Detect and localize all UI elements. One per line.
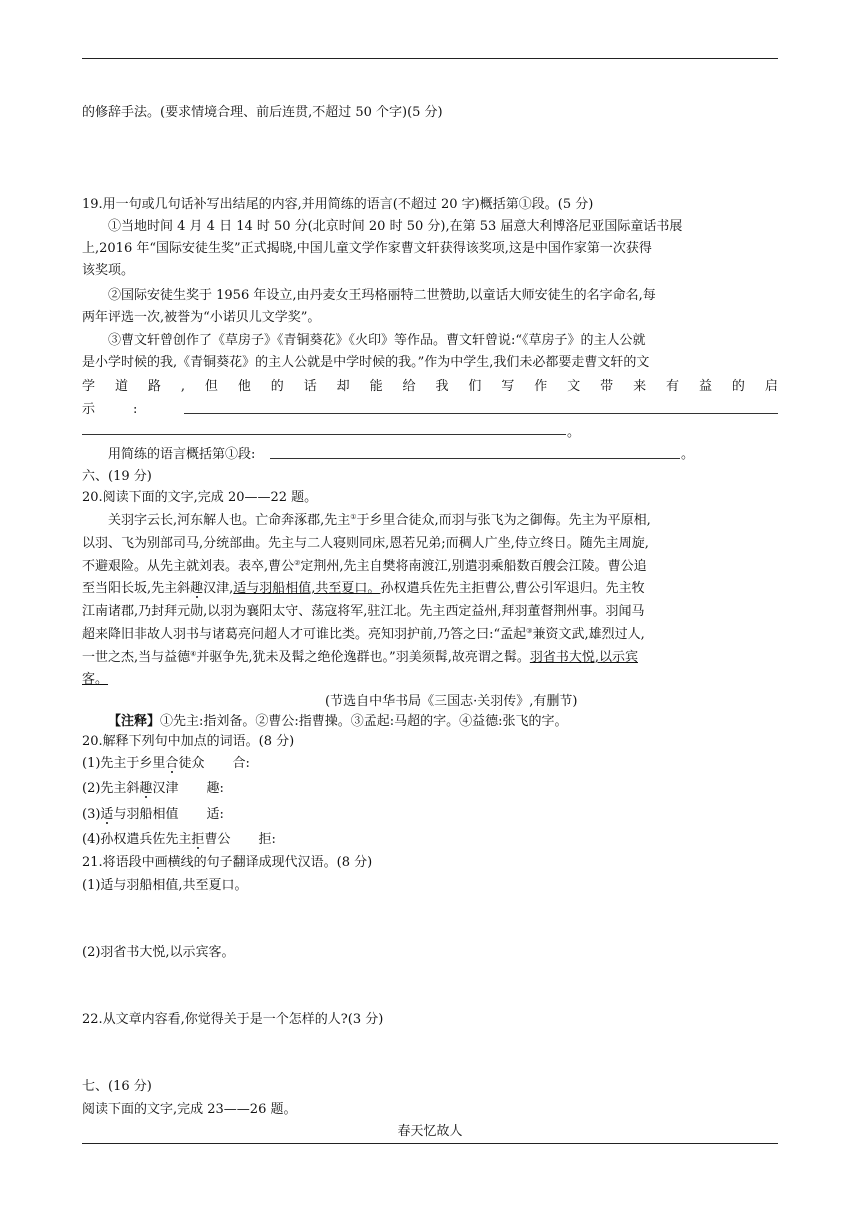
q22-prompt: 22.从文章内容看,你觉得关于是一个怎样的人?(3 分) bbox=[82, 1012, 384, 1027]
dotted-char-qu-2: 趣 bbox=[139, 781, 153, 796]
text-line-6: 超来降旧非故人羽书与诸葛亮问超人才可谁比类。亮知羽护前,乃答之曰:“孟起③兼资文武,雄烈过人, bbox=[82, 627, 645, 642]
q21-item-1: (1)适与羽船相值,共至夏口。 bbox=[82, 878, 248, 893]
underlined-sentence-2: 羽省书大悦,以示宾 bbox=[529, 650, 638, 665]
answer-blank-line-2[interactable] bbox=[82, 434, 566, 435]
line4-colon: : bbox=[133, 402, 138, 417]
section6-intro: 20.阅读下面的文字,完成 20——22 题。 bbox=[82, 490, 318, 505]
q19-para2-line2: 两年评选一次,被誉为“小诺贝儿文学奖”。 bbox=[82, 310, 321, 325]
spread-char: 文 bbox=[567, 379, 581, 394]
section6-heading: 六、(19 分) bbox=[82, 469, 152, 484]
spread-char: 给 bbox=[402, 379, 416, 394]
dotted-char-qu: 趣 bbox=[190, 581, 204, 596]
text-line-3: 不避艰险。从先主就刘表。表卒,曹公②定荆州,先主自樊将南渡江,别遣羽乘船数百艘会江陵。曹公追 bbox=[82, 559, 647, 574]
q20-item-3: (3)适与羽船相值 适: bbox=[82, 807, 224, 822]
spread-char: 来 bbox=[633, 379, 647, 394]
section7-intro: 阅读下面的文字,完成 23——26 题。 bbox=[82, 1102, 297, 1117]
spread-char: 有 bbox=[666, 379, 680, 394]
text-line-2: 以羽、飞为别部司马,分统部曲。先主与二人寝则同床,恩若兄弟;而稠人广坐,侍立终日。随先主周旋, bbox=[82, 536, 649, 551]
q19-para3-line2: 是小学时候的我,《青铜葵花》的主人公就是中学时候的我。”作为中学生,我们未必都要走曹文轩的文 bbox=[82, 355, 650, 370]
q20-item-4: (4)孙权遣兵佐先主拒曹公 拒: bbox=[82, 832, 276, 847]
section7-heading: 七、(16 分) bbox=[82, 1079, 152, 1094]
passage-title: 春天忆故人 bbox=[397, 1124, 463, 1139]
summary-blank-line[interactable] bbox=[270, 458, 680, 459]
spread-char: 带 bbox=[600, 379, 614, 394]
notes-label: 【注释】 bbox=[108, 714, 161, 729]
spread-char: 的 bbox=[731, 379, 745, 394]
header-rule bbox=[82, 58, 778, 59]
spread-char: 他 bbox=[237, 379, 251, 394]
answer-blank-line-1[interactable] bbox=[184, 413, 778, 414]
q20-item-1: (1)先主于乡里合徒众 合: bbox=[82, 756, 250, 771]
q19-summary-label: 用简练的语言概括第①段: bbox=[108, 447, 256, 462]
dotted-char-shi: 适 bbox=[100, 807, 114, 822]
q19-para2-line1: ②国际安徒生奖于 1956 年设立,由丹麦女王玛格丽特二世赞助,以童话大师安徒生的名字命名,每 bbox=[108, 288, 656, 303]
note-mark-3: ③ bbox=[526, 627, 533, 635]
q21-prompt: 21.将语段中画横线的句子翻译成现代汉语。(8 分) bbox=[82, 855, 373, 870]
q19-prompt: 19.用一句或几句话补写出结尾的内容,并用简练的语言(不超过 20 字)概括第①段。(5 分) bbox=[82, 197, 594, 212]
text-line-1: 关羽字云长,河东解人也。亡命奔涿郡,先主①于乡里合徒众,而羽与张飞为之御侮。先主为平原相, bbox=[108, 513, 651, 528]
text-line-5: 江南诸郡,乃封拜元勋,以羽为襄阳太守、荡寇将军,驻江北。先主西定益州,拜羽董督荆州事。羽闻马 bbox=[82, 604, 645, 619]
spread-char: 作 bbox=[534, 379, 548, 394]
blank-end-period: 。 bbox=[567, 425, 581, 440]
q20-prompt: 20.解释下列句中加点的词语。(8 分) bbox=[82, 734, 295, 749]
q19-para1-line2: 上,2016 年“国际安徒生奖”正式揭晓,中国儿童文学作家曹文轩获得该奖项,这是中国作家第一次获得 bbox=[82, 241, 652, 256]
spread-char: 我 bbox=[435, 379, 449, 394]
note-mark-4: ④ bbox=[190, 650, 197, 658]
spread-char: 话 bbox=[303, 379, 317, 394]
spread-char: 学 bbox=[82, 379, 96, 394]
text-line-7: 一世之杰,当与益德④并驱争先,犹未及髯之绝伦逸群也。”羽美须髯,故亮谓之髯。羽省书大悦,以示宾 bbox=[82, 650, 638, 665]
q21-item-2: (2)羽省书大悦,以示宾客。 bbox=[82, 945, 235, 960]
spread-char: 写 bbox=[501, 379, 515, 394]
spread-char: 路 bbox=[147, 379, 161, 394]
spread-char: 道 bbox=[114, 379, 128, 394]
q19-para1-line1: ①当地时间 4 月 4 日 14 时 50 分(北京时间 20 时 50 分),在第 53 届意大利博洛尼亚国际童话书展 bbox=[108, 219, 683, 234]
note-mark-2: ② bbox=[294, 559, 301, 567]
spread-char: 启 bbox=[764, 379, 778, 394]
text-line-8: 客。 bbox=[82, 672, 109, 687]
q18-continuation: 的修辞手法。(要求情境合理、前后连贯,不超过 50 个字)(5 分) bbox=[82, 105, 443, 120]
spread-char: 们 bbox=[468, 379, 482, 394]
q19-para1-line3: 该奖项。 bbox=[82, 263, 135, 278]
dotted-char-ju: 拒 bbox=[191, 832, 205, 847]
spread-char: 的 bbox=[270, 379, 284, 394]
footer-rule bbox=[82, 1143, 778, 1144]
spread-char: 却 bbox=[336, 379, 350, 394]
underlined-sentence-1: 适与羽船相值,共至夏口。 bbox=[233, 581, 381, 596]
q19-para3-line3 bbox=[82, 378, 778, 396]
q19-para3-line1: ③曹文轩曾创作了《草房子》《青铜葵花》《火印》等作品。曹文轩曾说:“《草房子》的主人公就 bbox=[108, 333, 646, 348]
q20-item-2: (2)先主斜趣汉津 趣: bbox=[82, 781, 224, 796]
spread-char: , bbox=[180, 379, 185, 394]
notes: 【注释】①先主:指刘备。②曹公:指曹操。③孟起:马超的字。④益德:张飞的字。 bbox=[108, 714, 568, 729]
source-citation: (节选自中华书局《三国志·关羽传》,有删节) bbox=[325, 694, 578, 709]
spread-char: 但 bbox=[204, 379, 218, 394]
spread-char: 能 bbox=[369, 379, 383, 394]
spread-char: 益 bbox=[698, 379, 712, 394]
summary-end-period: 。 bbox=[681, 447, 695, 462]
note-mark-1: ① bbox=[350, 513, 357, 521]
line4-char-shi: 示 bbox=[82, 402, 96, 417]
dotted-char-he: 合 bbox=[165, 756, 179, 771]
q19-para3-line4 bbox=[82, 401, 137, 419]
text-line-4: 至当阳长坂,先主斜趣汉津,适与羽船相值,共至夏口。孙权遣兵佐先主拒曹公,曹公引军退归。先主牧 bbox=[82, 581, 645, 596]
